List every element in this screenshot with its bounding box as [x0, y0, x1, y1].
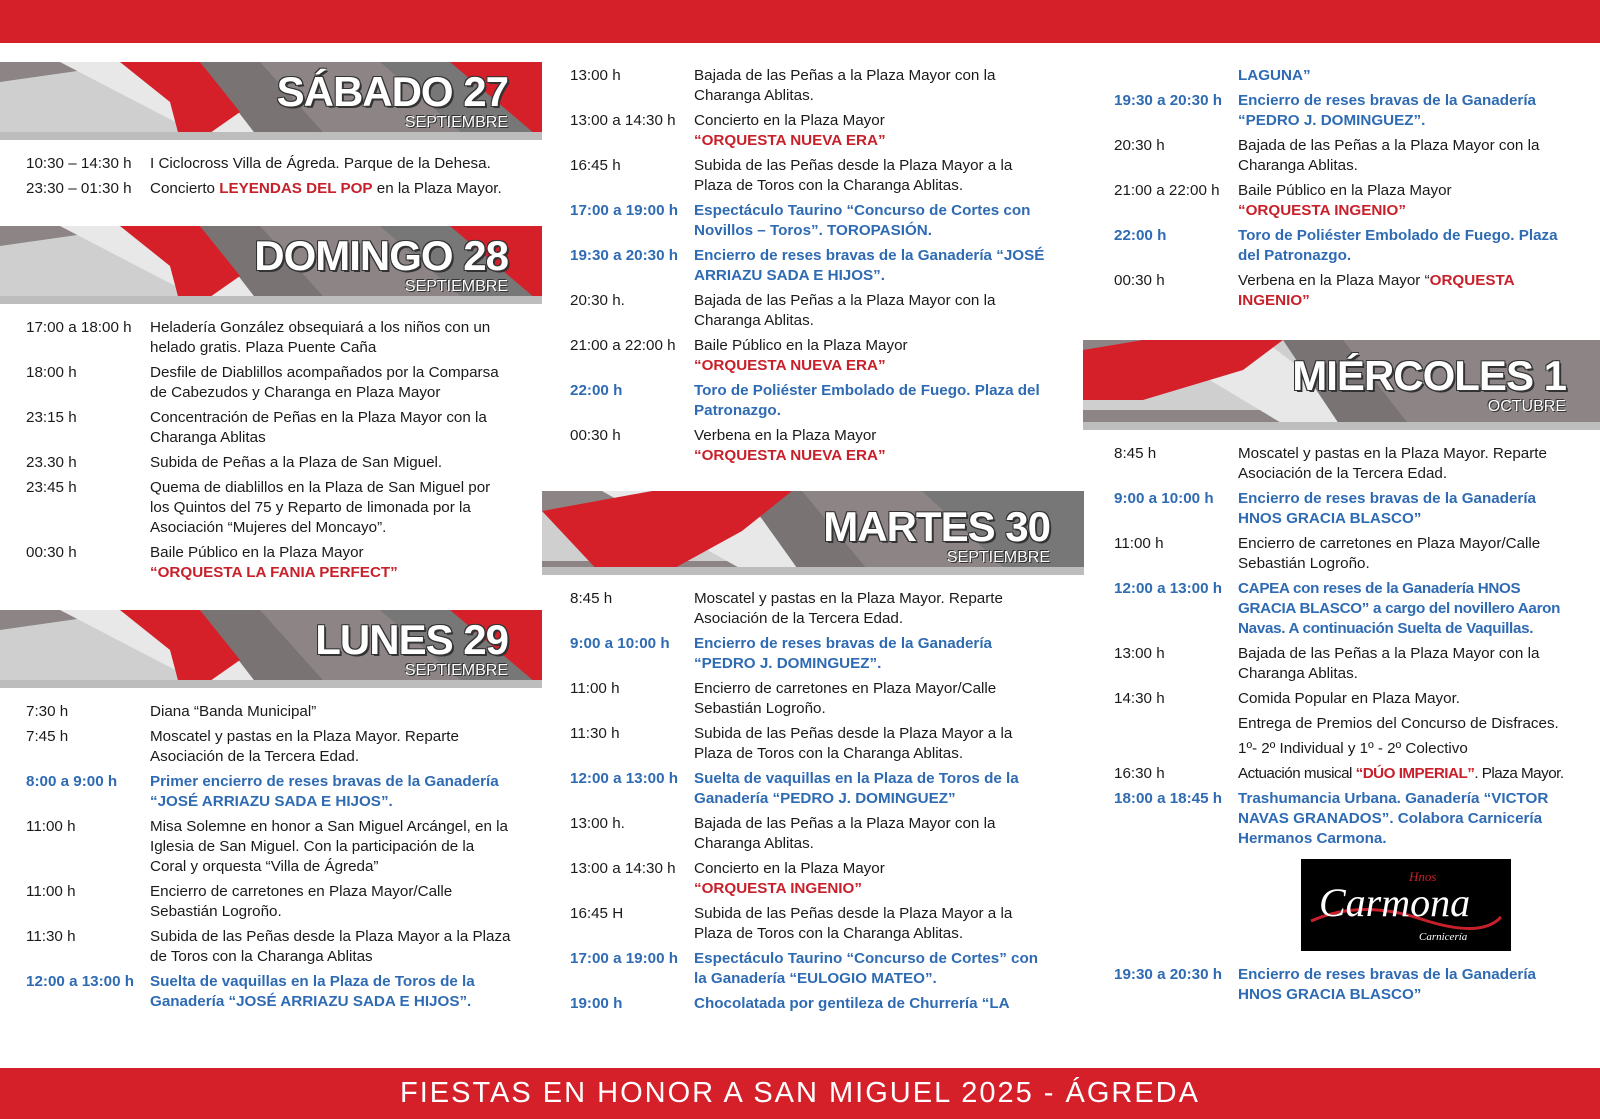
logo-sub-text: Carnicería [1419, 931, 1468, 943]
day-banner-martes [542, 491, 1084, 575]
event-list [0, 318, 542, 583]
list-item: 1º- 2º Individual y 1º - 2º Colectivo [1238, 740, 1468, 757]
list-item: 12:00 a 13:00 h CAPEA con reses de la Ganadería HNOS GRACIA BLASCO” a cargo del novillero Aaron Navas. A continuación Suelta de Vaquillas. [1114, 580, 1561, 637]
list-item: 23:15 h Concentración de Peñas en la Plaza Mayor con la Charanga Ablitas [26, 409, 487, 446]
list-item: 13:00 h Bajada de las Peñas a la Plaza Mayor con la Charanga Ablitas. [570, 67, 996, 104]
list-item: 10:30 – 14:30 h I Ciclocross Villa de Ágreda. Parque de la Dehesa. [26, 155, 491, 172]
list-item: 13:00 h. Bajada de las Peñas a la Plaza Mayor con la Charanga Ablitas. [570, 815, 996, 852]
list-item: 20:30 h Bajada de las Peñas a la Plaza Mayor con la Charanga Ablitas. [1114, 137, 1540, 174]
month-label: SEPTIEMBRE [946, 549, 1050, 566]
list-item: 11:30 h Subida de las Peñas desde la Plaza Mayor a la Plaza de Toros con la Charanga Ablitas. [570, 725, 1013, 762]
day-title: MARTES 30 [823, 503, 1050, 550]
list-item: 00:30 h Verbena en la Plaza Mayor “ORQUESTA NUEVA ERA” [570, 427, 886, 464]
list-item: 22:00 h Toro de Poliéster Embolado de Fuego. Plaza del Patronazgo. [570, 382, 1040, 419]
list-item: Entrega de Premios del Concurso de Disfraces. [1238, 715, 1559, 732]
list-item: 19:00 h Chocolatada por gentileza de Churrería “LA [570, 995, 1010, 1012]
column-1 [0, 62, 542, 1017]
footer-title: FIESTAS EN HONOR A SAN MIGUEL 2025 - ÁGREDA [0, 1068, 1600, 1119]
event-list [1084, 66, 1600, 311]
list-item: 21:00 a 22:00 h Baile Público en la Plaza Mayor “ORQUESTA INGENIO” [1114, 182, 1452, 219]
list-item: 11:00 h Encierro de carretones en Plaza Mayor/Calle Sebastián Logroño. [570, 680, 997, 717]
list-item: 8:45 h Moscatel y pastas en la Plaza Mayor. Reparte Asociación de la Tercera Edad. [570, 590, 1003, 627]
list-item: 16:45 H Subida de las Peñas desde la Plaza Mayor a la Plaza de Toros con la Charanga Ablitas. [570, 905, 1013, 942]
list-item: 14:30 h Comida Popular en Plaza Mayor. [1114, 690, 1461, 707]
event-list [542, 66, 1084, 466]
top-red-bar [0, 0, 1600, 43]
list-item: 18:00 a 18:45 h Trashumancia Urbana. Ganadería “VICTOR NAVAS GRANADOS”. Colabora Carnicería Hermanos Carmona. [1114, 790, 1549, 847]
list-item: 11:00 h Misa Solemne en honor a San Miguel Arcángel, en la Iglesia de San Miguel. Con la participación de la Coral y orquesta “Villa de Ágreda” [26, 818, 508, 875]
day-title: MIÉRCOLES 1 [1292, 352, 1566, 399]
list-item: 12:00 a 13:00 h Suelta de vaquillas en la Plaza de Toros de la Ganadería “PEDRO J. DOMINGUEZ” [570, 770, 1019, 807]
list-item: 8:00 a 9:00 h Primer encierro de reses bravas de la Ganadería “JOSÉ ARRIAZU SADA E HIJOS”. [26, 773, 499, 810]
logo-main-text: Carmona [1319, 880, 1471, 925]
day-title: DOMINGO 28 [254, 232, 508, 279]
list-item: 11:00 h Encierro de carretones en Plaza Mayor/Calle Sebastián Logroño. [26, 883, 453, 920]
list-item: 19:30 a 20:30 h Encierro de reses bravas de la Ganadería HNOS GRACIA BLASCO” [1114, 966, 1537, 1003]
day-banner-miercoles [1083, 340, 1600, 430]
event-list [1084, 444, 1600, 1005]
list-item: 7:45 h Moscatel y pastas en la Plaza Mayor. Reparte Asociación de la Tercera Edad. [26, 728, 459, 765]
list-item: 19:30 a 20:30 h Encierro de reses bravas de la Ganadería “PEDRO J. DOMINGUEZ”. [1114, 92, 1537, 129]
month-label: OCTUBRE [1487, 398, 1566, 415]
day-banner-lunes [0, 610, 542, 688]
column-2 [542, 66, 1084, 1019]
list-item: 23.30 h Subida de Peñas a la Plaza de San Miguel. [26, 454, 443, 471]
list-item: 11:30 h Subida de las Peñas desde la Plaza Mayor a la Plaza de Toros con la Charanga Ablitas [26, 928, 511, 965]
day-title: LUNES 29 [315, 616, 508, 663]
column-3 [1084, 66, 1600, 1010]
list-item: 00:30 h Baile Público en la Plaza Mayor “ORQUESTA LA FANIA PERFECT” [26, 544, 398, 581]
list-item: 8:45 h Moscatel y pastas en la Plaza Mayor. Reparte Asociación de la Tercera Edad. [1114, 445, 1547, 482]
logo-small-text: Hnos [1409, 869, 1437, 884]
list-item: 16:30 h Actuación musical “DÚO IMPERIAL”. Plaza Mayor. [1114, 765, 1564, 782]
list-item: 12:00 a 13:00 h Suelta de vaquillas en la Plaza de Toros de la Ganadería “JOSÉ ARRIAZU SADA E HIJOS”. [26, 973, 475, 1010]
list-item: 9:00 a 10:00 h Encierro de reses bravas de la Ganadería “PEDRO J. DOMINGUEZ”. [570, 635, 993, 672]
list-item: 13:00 a 14:30 h Concierto en la Plaza Mayor “ORQUESTA INGENIO” [570, 860, 885, 897]
list-item: LAGUNA” [1238, 67, 1311, 84]
month-label: SEPTIEMBRE [404, 114, 508, 131]
month-label: SEPTIEMBRE [404, 278, 508, 295]
list-item: 18:00 h Desfile de Diablillos acompañados por la Comparsa de Cabezudos y Charanga en Plaza Mayor [26, 364, 499, 401]
month-label: SEPTIEMBRE [404, 662, 508, 679]
list-item: 17:00 a 19:00 h Espectáculo Taurino “Concurso de Cortes con Novillos – Toros”. TOROPASIÓN. [570, 202, 1031, 239]
event-list [0, 154, 542, 199]
day-banner-sabado [0, 62, 542, 140]
day-title: SÁBADO 27 [276, 68, 508, 115]
list-item: 13:00 a 14:30 h Concierto en la Plaza Mayor “ORQUESTA NUEVA ERA” [570, 112, 886, 149]
list-item: 13:00 h Bajada de las Peñas a la Plaza Mayor con la Charanga Ablitas. [1114, 645, 1540, 682]
list-item: 00:30 h Verbena en la Plaza Mayor “ORQUESTA INGENIO” [1114, 272, 1515, 309]
list-item: 17:00 a 18:00 h Heladería González obsequiará a los niños con un helado gratis. Plaza Puente Caña [26, 319, 491, 356]
list-item: 11:00 h Encierro de carretones en Plaza Mayor/Calle Sebastián Logroño. [1114, 535, 1541, 572]
list-item: 16:45 h Subida de las Peñas desde la Plaza Mayor a la Plaza de Toros con la Charanga Ablitas. [570, 157, 1013, 194]
list-item: 23:45 h Quema de diablillos en la Plaza de San Miguel por los Quintos del 75 y Reparto de limonada por la Asociación “Mujeres del Moncayo”. [26, 479, 491, 536]
list-item: 9:00 a 10:00 h Encierro de reses bravas de la Ganadería HNOS GRACIA BLASCO” [1114, 490, 1537, 527]
list-item: 23:30 – 01:30 h Concierto LEYENDAS DEL POP en la Plaza Mayor. [26, 180, 502, 197]
list-item: 7:30 h Diana “Banda Municipal” [26, 703, 317, 720]
list-item: 17:00 a 19:00 h Espectáculo Taurino “Concurso de Cortes” con la Ganadería “EULOGIO MATEO”. [570, 950, 1039, 987]
list-item: 22:00 h Toro de Poliéster Embolado de Fuego. Plaza del Patronazgo. [1114, 227, 1558, 264]
list-item: 20:30 h. Bajada de las Peñas a la Plaza Mayor con la Charanga Ablitas. [570, 292, 996, 329]
event-list [0, 702, 542, 1012]
carmona-logo [1301, 859, 1511, 951]
list-item: 19:30 a 20:30 h Encierro de reses bravas de la Ganadería “JOSÉ ARRIAZU SADA E HIJOS”. [570, 247, 1045, 284]
day-banner-domingo [0, 226, 542, 304]
event-list [542, 589, 1084, 1014]
list-item: 21:00 a 22:00 h Baile Público en la Plaza Mayor “ORQUESTA NUEVA ERA” [570, 337, 908, 374]
